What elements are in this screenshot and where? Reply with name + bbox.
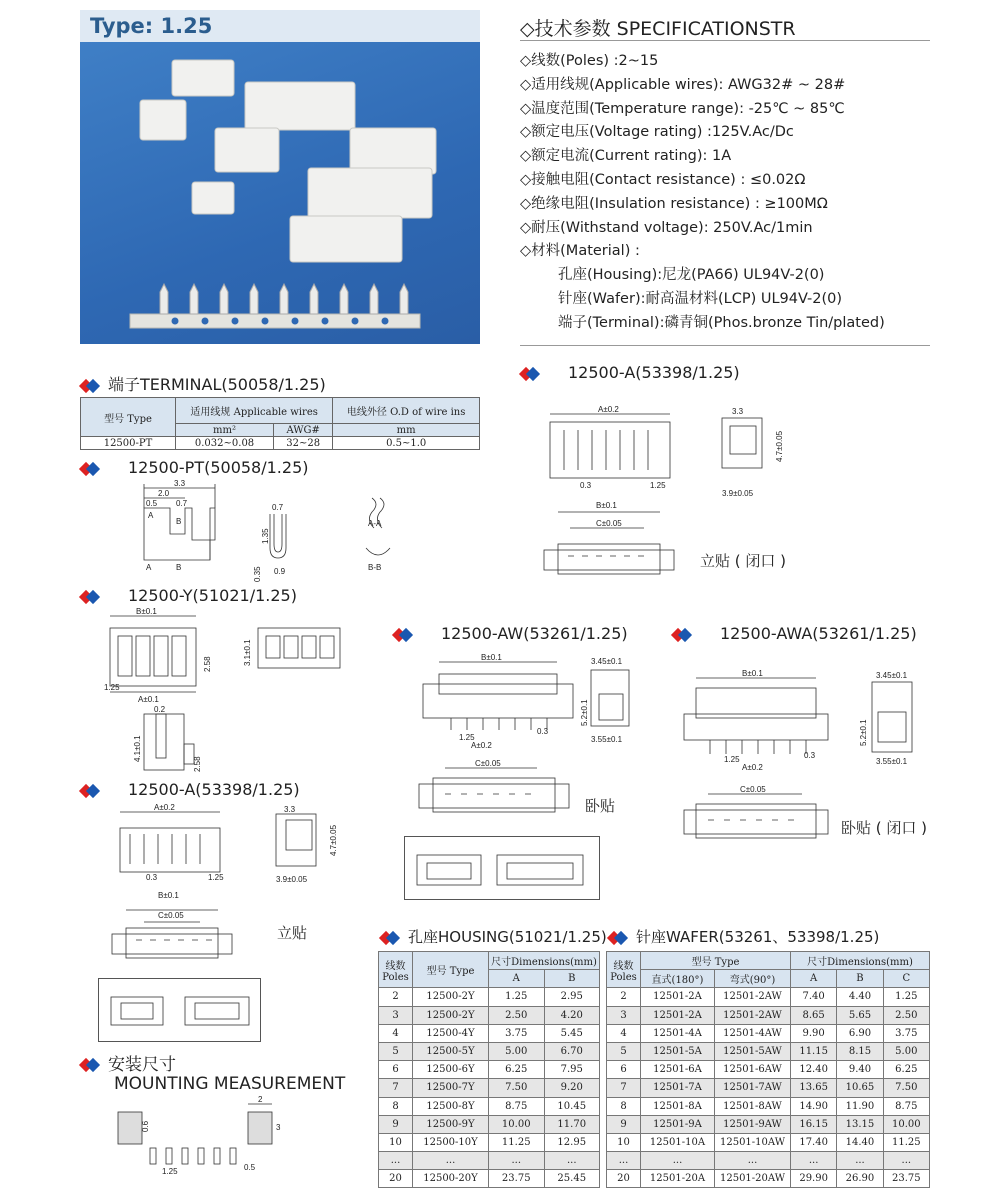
mount-title [80,1050,176,1075]
pt-dim: 0.7 [272,503,284,512]
wafer-row-cell: 6.90 [837,1024,883,1042]
wafer-row-cell: 12501-5A [641,1042,715,1060]
wafer-row-cell: 12501-4A [641,1024,715,1042]
terminal-h-wires: 适用线规 Applicable wires [176,398,333,424]
y-title [80,586,297,605]
a-left-photo-frame [98,978,261,1042]
housing-h-b: B [544,970,600,988]
mount-title-en: MOUNTING MEASUREMENT [114,1074,346,1094]
pt-dim: A-A [368,519,382,528]
terminal-h-mm2: mm² [176,424,274,437]
housing-row-cell: 4.20 [544,1006,600,1024]
diamond-icon [80,785,102,797]
housing-row-cell: 4 [379,1024,413,1042]
wafer-row-cell: 12501-10A [641,1133,715,1151]
wafer-row-cell: 16.15 [791,1115,837,1133]
housing-row-cell: 23.75 [489,1170,545,1188]
y-title-text: 12500-Y(51021/1.25) [128,586,297,605]
housing-row-cell: 20 [379,1170,413,1188]
wafer-row-cell: 3.75 [883,1024,929,1042]
wafer-row-cell: 12501-8A [641,1097,715,1115]
awa-title-text: 12500-AWA(53261/1.25) [720,624,917,643]
spec-item: ◇耐压(Withstand voltage): 250V.Ac/1min [520,219,813,236]
type-badge: Type: 1.25 [80,10,480,42]
wafer-row-cell: 6.25 [883,1061,929,1079]
wafer-row-cell: ... [791,1152,837,1170]
housing-row-cell: 7.50 [489,1079,545,1097]
wafer-row [607,1079,930,1097]
wafer-h-b: B [837,970,883,988]
wafer-row-cell: 11.15 [791,1042,837,1060]
housing-h-type: 型号 Type [413,952,489,988]
mount-dim: 0.5 [244,1163,256,1172]
housing-row-cell: 25.45 [544,1170,600,1188]
housing-row [379,1042,600,1060]
pt-dim: 2.0 [158,489,170,498]
housing-row-cell: ... [413,1152,489,1170]
wafer-row-cell: 5.65 [837,1006,883,1024]
wafer-row-cell: 10 [607,1133,641,1151]
housing-row-cell: 10.00 [489,1115,545,1133]
wafer-row-cell: 12501-6A [641,1061,715,1079]
housing-row [379,1024,600,1042]
horizontal-label: 卧贴 [585,797,616,815]
wafer-row-cell: 4 [607,1024,641,1042]
wafer-row-cell: 29.90 [791,1170,837,1188]
mount-dim: 0.6 [141,1120,150,1132]
aw-dim: A±0.2 [471,741,492,750]
spec-divider-bottom [520,345,930,346]
housing-row [379,988,600,1006]
wafer-row-cell: 10.65 [837,1079,883,1097]
pt-title-text: 12500-PT(50058/1.25) [128,458,309,477]
a-left-dim: 1.25 [208,873,224,882]
housing-row [379,1133,600,1151]
mount-drawing [110,1094,280,1180]
pt-drawing [130,478,420,590]
smd-closed-label: 立贴 ( 闭口 ) [700,552,787,570]
y-dim: 2.58 [193,756,202,772]
housing-row-cell: 6.70 [544,1042,600,1060]
wafer-row-cell: 12501-2A [641,1006,715,1024]
terminal-cell: 0.5~1.0 [333,437,480,450]
housing-row-cell: 9 [379,1115,413,1133]
wafer-row-cell: 12501-20A [641,1170,715,1188]
wafer-row [607,1006,930,1024]
a-left-dim: 4.7±0.05 [329,824,338,856]
wafer-title-text: 针座WAFER(53261、53398/1.25) [636,928,880,946]
terminal-h-type: 型号 Type [81,398,176,437]
wafer-row-cell: 23.75 [883,1170,929,1188]
wafer-row-cell: 8 [607,1097,641,1115]
wafer-row-cell: 12501-9AW [715,1115,791,1133]
wafer-h-poles: 线数 Poles [607,952,641,988]
smd-label: 立贴 [277,924,308,942]
wafer-row [607,1042,930,1060]
housing-row-cell: 10.45 [544,1097,600,1115]
awa-dim: 1.25 [724,755,740,764]
housing-row [379,1079,600,1097]
diamond-icon [393,629,415,641]
a-left-dim: B±0.1 [158,891,179,900]
housing-row-cell: 12500-8Y [413,1097,489,1115]
wafer-row-cell: 2 [607,988,641,1006]
pt-dim: 3.3 [174,479,186,488]
awa-dim: 3.55±0.1 [876,757,908,766]
a-right-dim: 0.3 [580,481,592,490]
housing-row-cell: 10 [379,1133,413,1151]
wafer-row-cell: 12501-4AW [715,1024,791,1042]
housing-row-cell: 9.20 [544,1079,600,1097]
diamond-icon [80,463,102,475]
wafer-row-cell: 6 [607,1061,641,1079]
a-left-dim: C±0.05 [158,911,184,920]
wafer-row-cell: 12501-6AW [715,1061,791,1079]
wafer-row-cell: ... [607,1152,641,1170]
wafer-row-cell: ... [641,1152,715,1170]
wafer-row-cell: 12501-2AW [715,988,791,1006]
y-dim: A±0.1 [138,695,159,704]
product-photo [80,42,480,344]
housing-row [379,1115,600,1133]
spec-list [520,50,885,336]
wafer-row [607,1115,930,1133]
wafer-title [608,926,879,947]
wafer-row [607,1024,930,1042]
housing-row-cell: 12500-2Y [413,1006,489,1024]
aw-dim: 3.45±0.1 [591,657,623,666]
a-left-title [80,780,300,799]
wafer-row-cell: 7.50 [883,1079,929,1097]
awa-dim: B±0.1 [742,669,763,678]
aw-dim: 3.55±0.1 [591,735,623,744]
wafer-row-cell: ... [837,1152,883,1170]
housing-row-cell: 11.25 [489,1133,545,1151]
wafer-row-cell: 13.65 [791,1079,837,1097]
housing-row-cell: ... [489,1152,545,1170]
aw-dim: C±0.05 [475,759,501,768]
diamond-icon [608,932,630,944]
wafer-row-cell: 12.40 [791,1061,837,1079]
wafer-row [607,1061,930,1079]
aw-dim: 1.25 [459,733,475,742]
pt-dim: 0.35 [253,566,262,582]
a-left-dim: 3.3 [284,805,296,814]
awa-dim: A±0.2 [742,763,763,772]
a-left-dim: 0.3 [146,873,158,882]
wafer-h-right: 弯式(90°) [715,970,791,988]
wafer-row-cell: 4.40 [837,988,883,1006]
diamond-icon [380,932,402,944]
a-right-dim: C±0.05 [596,519,622,528]
housing-row-cell: 12500-9Y [413,1115,489,1133]
wafer-row [607,1152,930,1170]
housing-row-cell: 5.00 [489,1042,545,1060]
wafer-h-dim: 尺寸Dimensions(mm) [791,952,930,970]
y-dim: 0.2 [154,705,166,714]
y-drawing [100,606,360,774]
housing-row-cell: 8.75 [489,1097,545,1115]
wafer-row-cell: 12501-7AW [715,1079,791,1097]
housing-row-cell: ... [544,1152,600,1170]
wafer-row-cell: 7.40 [791,988,837,1006]
housing-row-cell: 12500-6Y [413,1061,489,1079]
pt-title [80,458,309,477]
pt-dim: A [148,511,154,520]
a-right-dim: B±0.1 [596,501,617,510]
spec-item: ◇绝缘电阻(Insulation resistance) : ≥100MΩ [520,195,828,212]
material-housing: 孔座(Housing):尼龙(PA66) UL94V-2(0) [558,267,825,284]
wafer-row-cell: 12501-20AW [715,1170,791,1188]
wafer-row-cell: 12501-9A [641,1115,715,1133]
wafer-row-cell: 8.65 [791,1006,837,1024]
spec-item: ◇材料(Material) : [520,243,640,260]
aw-photo-frame [404,836,600,900]
mount-dim: 3 [276,1123,281,1132]
diamond-icon [80,1059,102,1071]
wafer-h-a: A [791,970,837,988]
pt-dim: 0.5 [146,499,158,508]
housing-row-cell: 8 [379,1097,413,1115]
wafer-row [607,1133,930,1151]
housing-row-cell: 12500-5Y [413,1042,489,1060]
wafer-row-cell: 5.00 [883,1042,929,1060]
housing-row-cell: ... [379,1152,413,1170]
wafer-row-cell: 12501-2A [641,988,715,1006]
housing-row-cell: 2.50 [489,1006,545,1024]
housing-row-cell: 5.45 [544,1024,600,1042]
housing-row-cell: 6 [379,1061,413,1079]
awa-dim: 5.2±0.1 [859,719,868,746]
material-terminal: 端子(Terminal):磷青铜(Phos.bronze Tin/plated) [558,314,885,331]
y-dim: 3.1±0.1 [243,639,252,666]
housing-row-cell: 12500-2Y [413,988,489,1006]
terminal-cell: 32~28 [274,437,333,450]
housing-row-cell: 3 [379,1006,413,1024]
wafer-row-cell: 7 [607,1079,641,1097]
wafer-row-cell: 8.15 [837,1042,883,1060]
wafer-row-cell: 2.50 [883,1006,929,1024]
housing-row [379,1170,600,1188]
a-left-dim: A±0.2 [154,803,175,812]
y-dim: B±0.1 [136,607,157,616]
housing-row-cell: 2.95 [544,988,600,1006]
wafer-row-cell: 12501-10AW [715,1133,791,1151]
pt-dim: B [176,563,182,572]
spec-title: ◇技术参数 SPECIFICATIONSTR [520,18,796,40]
housing-h-dim: 尺寸Dimensions(mm) [489,952,600,970]
terminal-title [80,372,326,395]
wafer-row-cell: 9 [607,1115,641,1133]
wafer-row-cell: 12501-8AW [715,1097,791,1115]
pt-dim: 0.9 [274,567,286,576]
spec-divider [520,40,930,41]
housing-row [379,1006,600,1024]
housing-row-cell: 2 [379,988,413,1006]
housing-row [379,1152,600,1170]
material-wafer: 针座(Wafer):耐高温材料(LCP) UL94V-2(0) [558,290,843,307]
a-right-title [520,363,740,382]
housing-row-cell: 11.70 [544,1115,600,1133]
terminal-cell: 12500-PT [81,437,176,450]
wafer-row-cell: 12501-2AW [715,1006,791,1024]
awa-dim: C±0.05 [740,785,766,794]
a-right-title-text: 12500-A(53398/1.25) [568,363,740,382]
terminal-h-awg: AWG# [274,424,333,437]
a-right-dim: 4.7±0.05 [775,430,784,462]
horizontal-closed-label: 卧贴 ( 闭口 ) [841,819,928,837]
wafer-row [607,988,930,1006]
mount-dim: 2 [258,1095,263,1104]
terminal-table [80,397,480,450]
housing-h-poles: 线数 Poles [379,952,413,988]
a-right-dim: A±0.2 [598,405,619,414]
y-dim: 4.1±0.1 [133,735,142,762]
diamond-icon [672,629,694,641]
wafer-row-cell: ... [883,1152,929,1170]
wafer-row [607,1097,930,1115]
a-left-title-text: 12500-A(53398/1.25) [128,780,300,799]
a-right-dim: 3.9±0.05 [722,489,754,498]
housing-title-text: 孔座HOUSING(51021/1.25) [408,928,607,946]
diamond-icon [80,380,102,392]
mount-title-cn: 安装尺寸 [108,1055,176,1075]
wafer-row-cell: 17.40 [791,1133,837,1151]
awa-dim: 3.45±0.1 [876,671,908,680]
terminal-cell: 0.032~0.08 [176,437,274,450]
awa-title [672,624,917,643]
housing-row-cell: 12500-10Y [413,1133,489,1151]
wafer-row-cell: 14.90 [791,1097,837,1115]
wafer-row-cell: 11.90 [837,1097,883,1115]
housing-h-a: A [489,970,545,988]
wafer-row [607,1170,930,1188]
a-right-dim: 1.25 [650,481,666,490]
wafer-table [606,951,930,1188]
housing-row-cell: 6.25 [489,1061,545,1079]
wafer-row-cell: 9.40 [837,1061,883,1079]
housing-row-cell: 12.95 [544,1133,600,1151]
awa-dim: 0.3 [804,751,816,760]
housing-row-cell: 5 [379,1042,413,1060]
housing-row-cell: 3.75 [489,1024,545,1042]
wafer-row-cell: ... [715,1152,791,1170]
wafer-row-cell: 9.90 [791,1024,837,1042]
a-left-drawing [100,800,340,974]
y-dim: 1.25 [104,683,120,692]
housing-row-cell: 7.95 [544,1061,600,1079]
terminal-h-mm: mm [333,424,480,437]
pt-dim: B [176,517,182,526]
wafer-h-straight: 直式(180°) [641,970,715,988]
y-dim: 2.58 [203,656,212,672]
housing-row-cell: 1.25 [489,988,545,1006]
product-photo-art [80,42,480,344]
a-left-dim: 3.9±0.05 [276,875,308,884]
housing-row-cell: 12500-20Y [413,1170,489,1188]
pt-dim: 1.35 [261,528,270,544]
housing-table [378,951,600,1188]
aw-dim: B±0.1 [481,653,502,662]
a-right-dim: 3.3 [732,407,744,416]
pt-dim: A [146,563,152,572]
aw-dim: 5.2±0.1 [580,699,589,726]
spec-item: ◇线数(Poles) :2~15 [520,53,659,69]
wafer-row-cell: 8.75 [883,1097,929,1115]
wafer-row-cell: 11.25 [883,1133,929,1151]
spec-item: ◇额定电流(Current rating): 1A [520,148,732,165]
wafer-row-cell: 20 [607,1170,641,1188]
pt-dim: B-B [368,563,382,572]
terminal-title-text: 端子TERMINAL(50058/1.25) [108,375,326,394]
housing-row-cell: 7 [379,1079,413,1097]
wafer-row-cell: 1.25 [883,988,929,1006]
aw-title-text: 12500-AW(53261/1.25) [441,624,628,643]
aw-photo-art [405,837,599,899]
housing-row-cell: 12500-4Y [413,1024,489,1042]
spec-item: ◇温度范围(Temperature range): -25℃ ~ 85℃ [520,100,845,117]
a-left-photo-art [99,979,260,1041]
wafer-row-cell: 26.90 [837,1170,883,1188]
wafer-row-cell: 13.15 [837,1115,883,1133]
housing-row [379,1097,600,1115]
diamond-icon [520,368,542,380]
housing-body [379,988,600,1188]
spec-item: ◇适用线规(Applicable wires): AWG32# ~ 28# [520,76,846,93]
diamond-icon [80,591,102,603]
wafer-row-cell: 5 [607,1042,641,1060]
wafer-row-cell: 3 [607,1006,641,1024]
housing-row-cell: 12500-7Y [413,1079,489,1097]
wafer-row-cell: 12501-5AW [715,1042,791,1060]
pt-dim: 0.7 [176,499,188,508]
housing-row [379,1061,600,1079]
aw-dim: 0.3 [537,727,549,736]
aw-title [393,624,628,643]
terminal-h-od: 电线外径 O.D of wire ins [333,398,480,424]
wafer-row-cell: 14.40 [837,1133,883,1151]
wafer-h-c: C [883,970,929,988]
wafer-row-cell: 10.00 [883,1115,929,1133]
housing-title [380,926,607,947]
wafer-h-type: 型号 Type [641,952,791,970]
wafer-body [607,988,930,1188]
spec-item: ◇额定电压(Voltage rating) :125V.Ac/Dc [520,124,794,141]
spec-item: ◇接触电阻(Contact resistance) : ≤0.02Ω [520,171,806,188]
wafer-row-cell: 12501-7A [641,1079,715,1097]
mount-dim: 1.25 [162,1167,178,1176]
